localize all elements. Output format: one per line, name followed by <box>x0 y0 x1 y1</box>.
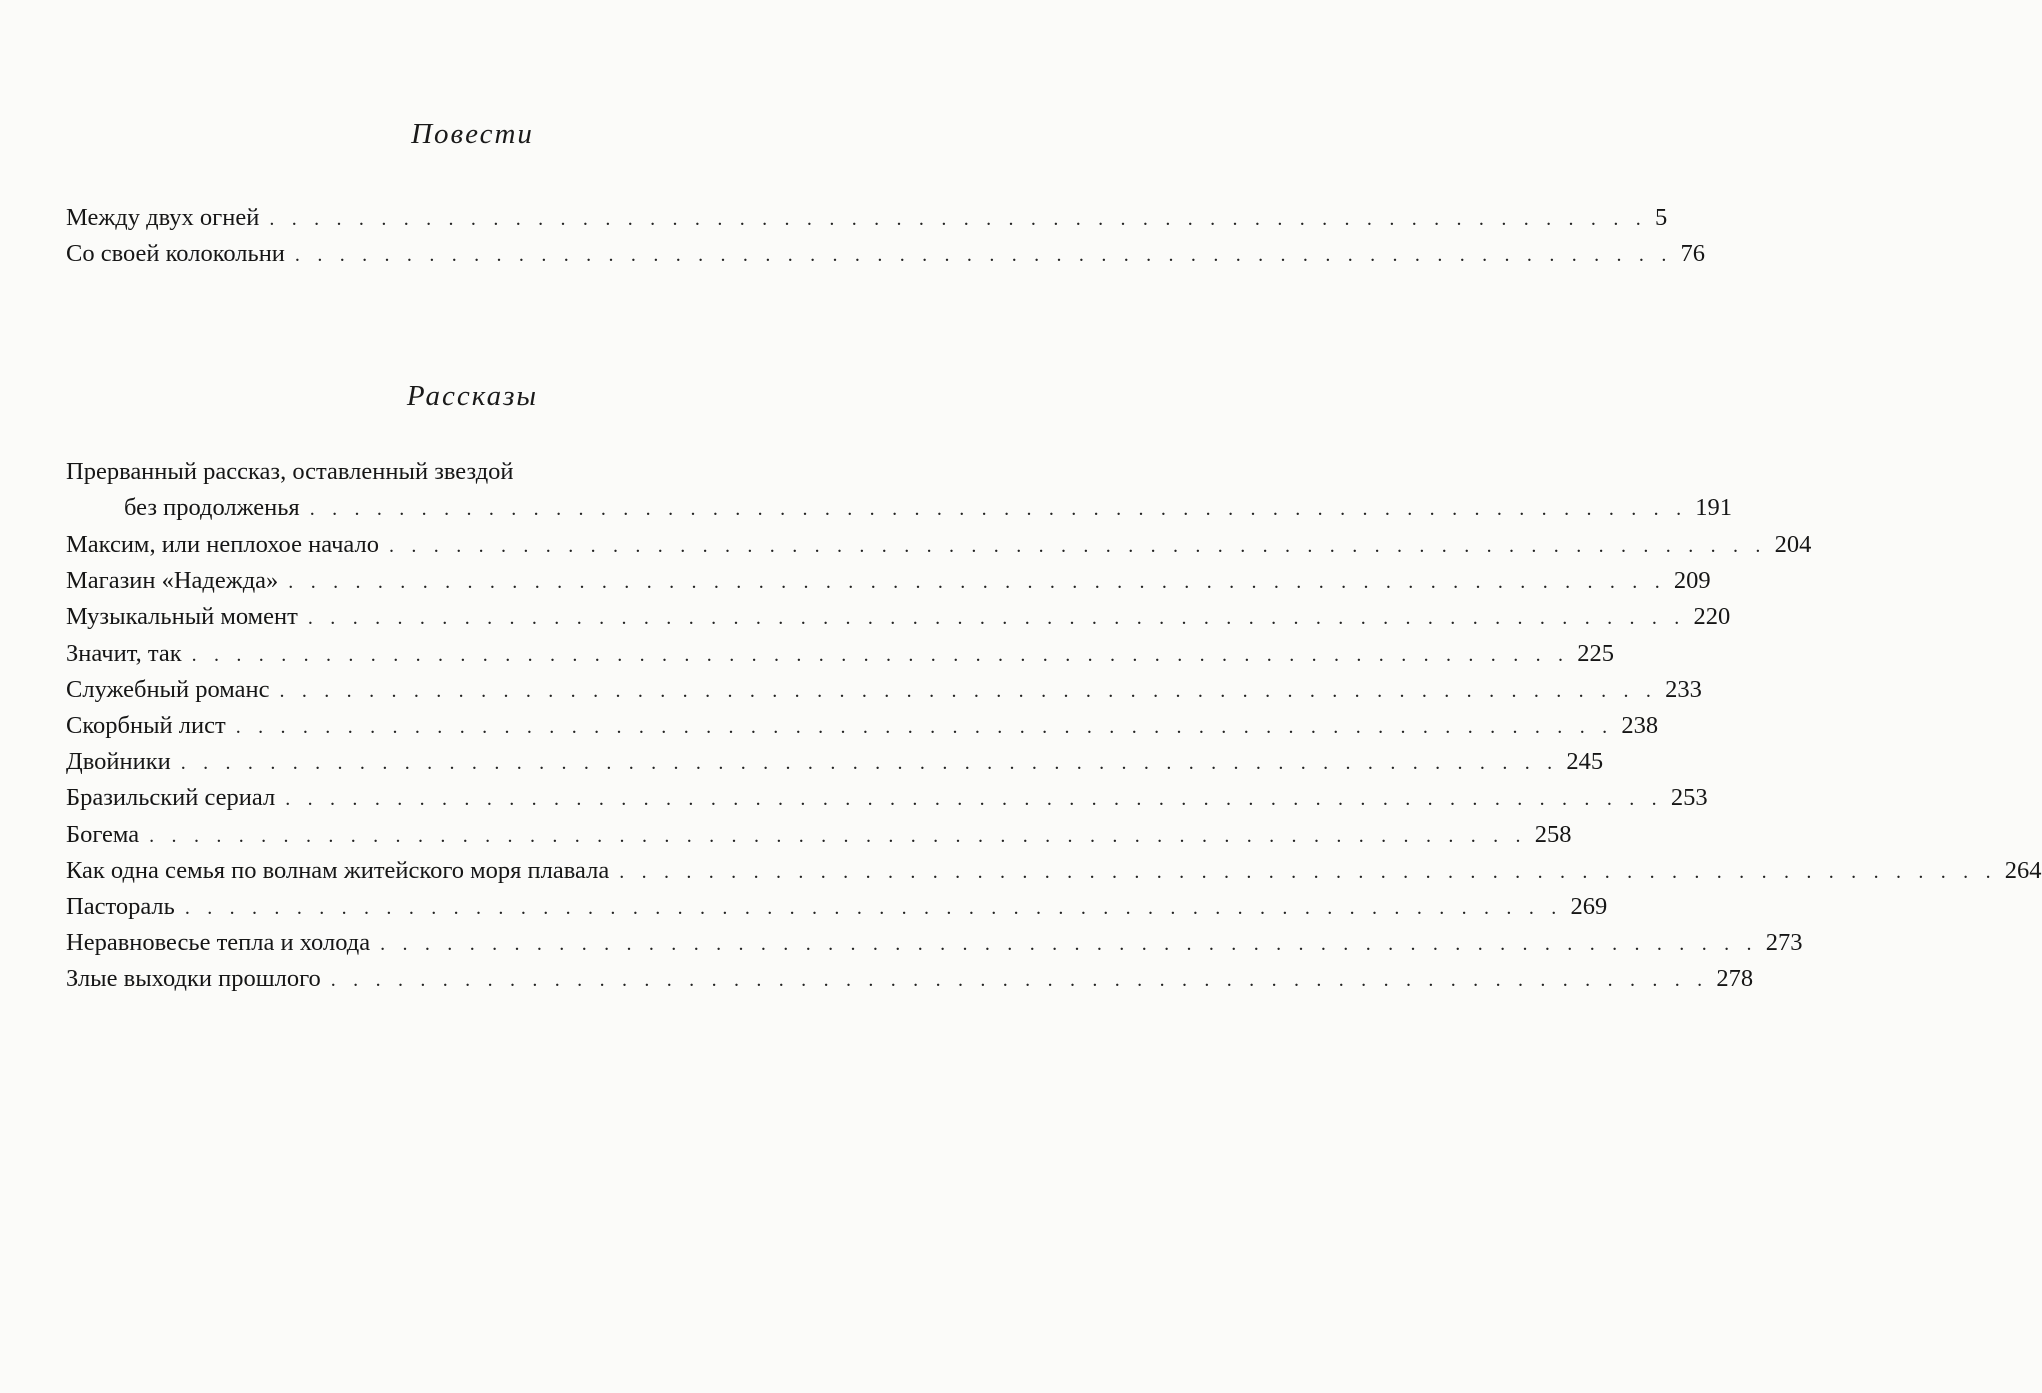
toc-entry-title: Богема <box>66 820 140 848</box>
toc-entry <box>66 744 1604 780</box>
toc-entry-page: 278 <box>1716 965 1754 993</box>
toc-entry-title: Бразильский сериал <box>66 784 276 812</box>
toc-entry <box>66 961 1754 997</box>
toc-entry-page: 273 <box>1765 929 1803 957</box>
toc-entry-page: 5 <box>1654 204 1668 231</box>
toc-entry <box>66 636 1614 672</box>
toc-entry-title: Служебный романс <box>66 675 270 703</box>
toc-entry-title: Между двух огней <box>66 204 260 231</box>
toc-entry-title: Значит, так <box>66 639 182 667</box>
leader-dots: . . . . . . . . . . . . . . . . . . . . . . . . . . . . . . . . . . . . . . . . . . . . . . . . . . . . . . . . . . . . . . <box>619 860 1997 883</box>
toc-povesti <box>66 200 1706 272</box>
toc-entry-title: Как одна семья по волнам житейского моря плавала <box>66 856 610 884</box>
toc-entry <box>66 925 1803 961</box>
toc-entry <box>66 708 1659 744</box>
leader-dots: . . . . . . . . . . . . . . . . . . . . . . . . . . . . . . . . . . . . . . . . . . . . . . . . . . . . . . . . . . . . . . <box>294 244 1673 267</box>
toc-entry <box>66 200 1668 236</box>
toc-entry-title: Со своей колокольни <box>66 240 285 268</box>
toc-entry-title: без продолженья <box>124 494 300 521</box>
leader-dots: . . . . . . . . . . . . . . . . . . . . . . . . . . . . . . . . . . . . . . . . . . . . . . . . . . . . . . . . . . . . . . <box>389 535 1767 557</box>
leader-dots: . . . . . . . . . . . . . . . . . . . . . . . . . . . . . . . . . . . . . . . . . . . . . . . . . . . . . . . . . . . . . . <box>288 571 1666 594</box>
toc-entry <box>66 817 1572 853</box>
toc-entry-page: 269 <box>1570 892 1608 920</box>
leader-dots: . . . . . . . . . . . . . . . . . . . . . . . . . . . . . . . . . . . . . . . . . . . . . . . . . . . . . . . . . . . . . . <box>309 498 1688 520</box>
toc-entry-page: 204 <box>1774 531 1812 558</box>
toc-entry-page: 264 <box>2004 856 2042 884</box>
section-heading-povesti: Повести <box>411 118 534 150</box>
toc-entry-page: 220 <box>1693 603 1731 631</box>
toc-entry <box>66 853 2042 889</box>
toc-entry-page: 225 <box>1577 639 1614 667</box>
leader-dots: . . . . . . . . . . . . . . . . . . . . . . . . . . . . . . . . . . . . . . . . . . . . . . . . . . . . . . . . . . . . . . <box>285 788 1663 811</box>
leader-dots: . . . . . . . . . . . . . . . . . . . . . . . . . . . . . . . . . . . . . . . . . . . . . . . . . . . . . . . . . . . . . . <box>235 715 1614 738</box>
toc-entry-title: Максим, или неплохое начало <box>66 531 379 558</box>
toc-entry <box>66 527 1812 563</box>
toc-entry-page: 76 <box>1680 240 1706 268</box>
leader-dots: . . . . . . . . . . . . . . . . . . . . . . . . . . . . . . . . . . . . . . . . . . . . . . . . . . . . . . . . . . . . . . <box>184 896 1563 919</box>
toc-entry <box>66 599 1731 635</box>
toc-entry-page: 245 <box>1566 748 1604 776</box>
toc-entry-title: Скорбный лист <box>66 711 226 739</box>
leader-dots: . . . . . . . . . . . . . . . . . . . . . . . . . . . . . . . . . . . . . . . . . . . . . . . . . . . . . . . . . . . . . . <box>191 643 1570 666</box>
toc-entry-page: 253 <box>1670 784 1708 812</box>
toc-entry-page: 233 <box>1665 675 1702 703</box>
toc-entry <box>66 563 1711 599</box>
toc-entry <box>66 889 1608 925</box>
toc-entry-title-line1: Прерванный рассказ, оставленный звездой <box>66 458 514 485</box>
leader-dots: . . . . . . . . . . . . . . . . . . . . . . . . . . . . . . . . . . . . . . . . . . . . . . . . . . . . . . . . . . . . . . <box>380 933 1758 956</box>
section-heading-rasskazy: Рассказы <box>406 380 539 412</box>
leader-dots: . . . . . . . . . . . . . . . . . . . . . . . . . . . . . . . . . . . . . . . . . . . . . . . . . . . . . . . . . . . . . . <box>279 679 1658 702</box>
toc-entry-page: 238 <box>1621 711 1659 739</box>
toc-entry-title: Музыкальный момент <box>66 603 298 631</box>
leader-dots: . . . . . . . . . . . . . . . . . . . . . . . . . . . . . . . . . . . . . . . . . . . . . . . . . . . . . . . . . . . . . . <box>269 208 1647 230</box>
leader-dots: . . . . . . . . . . . . . . . . . . . . . . . . . . . . . . . . . . . . . . . . . . . . . . . . . . . . . . . . . . . . . . <box>330 969 1709 992</box>
leader-dots: . . . . . . . . . . . . . . . . . . . . . . . . . . . . . . . . . . . . . . . . . . . . . . . . . . . . . . . . . . . . . . <box>180 752 1559 775</box>
toc-entry <box>66 780 1708 816</box>
leader-dots: . . . . . . . . . . . . . . . . . . . . . . . . . . . . . . . . . . . . . . . . . . . . . . . . . . . . . . . . . . . . . . <box>149 824 1527 847</box>
toc-entry-title: Магазин «Надежда» <box>66 567 279 595</box>
toc-entry <box>66 672 1702 708</box>
toc-entry <box>66 236 1706 272</box>
toc-entry-page: 209 <box>1673 567 1711 595</box>
leader-dots: . . . . . . . . . . . . . . . . . . . . . . . . . . . . . . . . . . . . . . . . . . . . . . . . . . . . . . . . . . . . . . <box>307 607 1686 630</box>
toc-entry-page: 191 <box>1695 494 1733 521</box>
toc-rasskazy <box>66 454 2042 997</box>
toc-entry <box>66 454 1733 527</box>
toc-entry-title: Двойники <box>66 748 171 776</box>
toc-entry-page: 258 <box>1534 820 1572 848</box>
toc-entry-title: Пастораль <box>66 892 175 920</box>
toc-entry-title: Неравновесье тепла и холода <box>66 929 371 957</box>
toc-entry-title: Злые выходки прошлого <box>66 965 321 993</box>
